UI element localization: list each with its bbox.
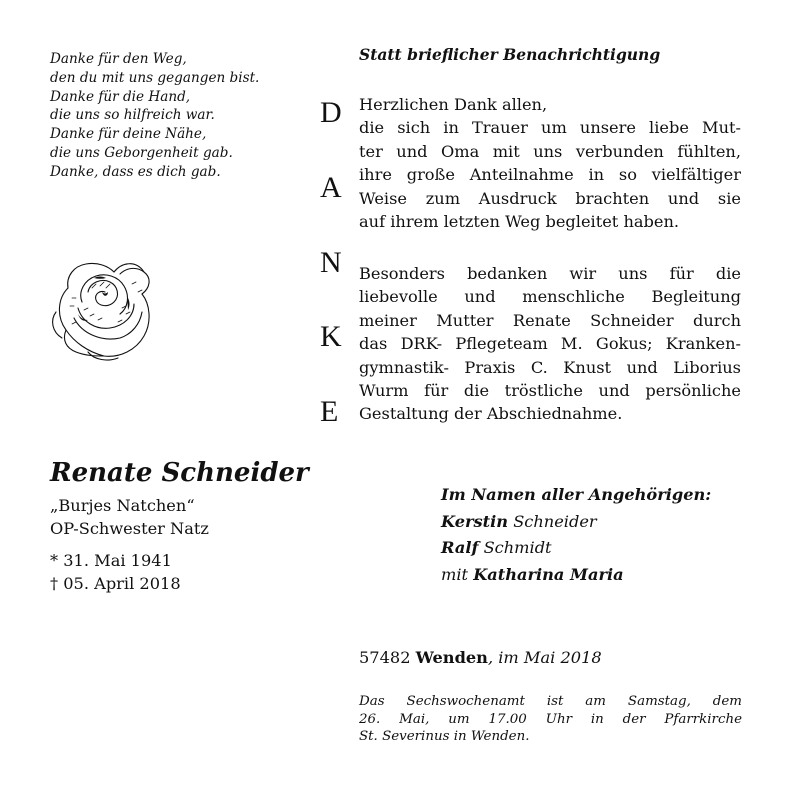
paragraph-line: Besonders bedanken wir uns für die xyxy=(359,264,741,283)
signature-first-name: Ralf xyxy=(441,538,479,557)
signature-line xyxy=(441,509,711,536)
poem-line: Danke für den Weg, xyxy=(50,51,187,67)
deceased-info xyxy=(50,494,209,596)
danke-letter-d: D xyxy=(320,96,342,129)
header-title: Statt brieflicher Benachrichtigung xyxy=(359,45,661,64)
danke-letter-k: K xyxy=(320,320,342,353)
danke-letter-a: A xyxy=(320,171,342,204)
poem-line: Danke für die Hand, xyxy=(50,88,191,105)
paragraph-line: Gestaltung der Abschiednahme. xyxy=(359,404,623,424)
poem-line: den du mit uns gegangen bist. xyxy=(50,69,260,86)
birth-date: * 31. Mai 1941 xyxy=(50,550,172,570)
paragraph-line: Weise zum Ausdruck brachten und sie xyxy=(359,188,741,208)
service-note xyxy=(359,693,742,746)
poem xyxy=(50,50,320,182)
signature-last-name: Schneider xyxy=(508,511,597,531)
signature-prefix: mit xyxy=(441,564,474,584)
paragraph-line: meiner Mutter Renate Schneider durch xyxy=(359,310,741,330)
signature-line xyxy=(441,562,711,589)
poem-line: die uns so hilfreich war. xyxy=(50,107,215,124)
paragraph-line: das DRK- Pflegeteam M. Gokus; Kranken- xyxy=(359,334,741,354)
poem-line: Danke für deine Nähe, xyxy=(50,126,207,143)
date: , im Mai 2018 xyxy=(487,648,602,667)
postcode: 57482 xyxy=(359,648,416,667)
poem-line: Danke, dass es dich gab. xyxy=(50,163,221,180)
signature-first-name: Kerstin xyxy=(441,511,509,531)
danke-letter-e: E xyxy=(320,395,339,428)
town: Wenden xyxy=(415,648,488,667)
deceased-name: Renate Schneider xyxy=(50,458,309,488)
paragraph-line: ihre große Anteilnahme in so vielfältiger xyxy=(359,165,741,185)
paragraph-line: gymnastik- Praxis C. Knust und Liborius xyxy=(359,357,741,377)
signature-last-name: Schmidt xyxy=(478,538,552,557)
nickname: „Burjes Natchen“ xyxy=(50,496,195,515)
note-line: 26. Mai, um 17.00 Uhr in der Pfarrkirche xyxy=(359,711,742,727)
paragraph-line: die sich in Trauer um unsere liebe Mut- xyxy=(359,118,741,138)
paragraph-line: Herzlichen Dank allen, xyxy=(359,95,548,114)
signatures xyxy=(441,482,711,588)
note-line: Das Sechswochenamt ist am Samstag, dem xyxy=(359,694,742,709)
poem-line: die uns Geborgenheit gab. xyxy=(50,144,233,161)
signature-line xyxy=(441,535,711,562)
paragraph-line: Wurm für die tröstliche und persönliche xyxy=(359,381,741,401)
rose-illustration xyxy=(48,248,158,364)
signature-name: Katharina Maria xyxy=(473,564,624,584)
paragraph-line: ter und Oma mit uns verbunden fühlten, xyxy=(359,141,741,161)
job-title: OP-Schwester Natz xyxy=(50,519,209,539)
thanks-paragraph-2 xyxy=(359,262,741,426)
place-date xyxy=(359,648,602,667)
danke-letter-n: N xyxy=(320,246,342,279)
signature-intro: Im Namen aller Angehörigen: xyxy=(441,485,712,504)
thanks-paragraph-1 xyxy=(359,93,741,233)
death-date: † 05. April 2018 xyxy=(50,574,181,594)
paragraph-line: liebevolle und menschliche Begleitung xyxy=(359,287,741,307)
note-line: St. Severinus in Wenden. xyxy=(359,729,530,745)
paragraph-line: auf ihrem letzten Weg begleitet haben. xyxy=(359,212,680,232)
